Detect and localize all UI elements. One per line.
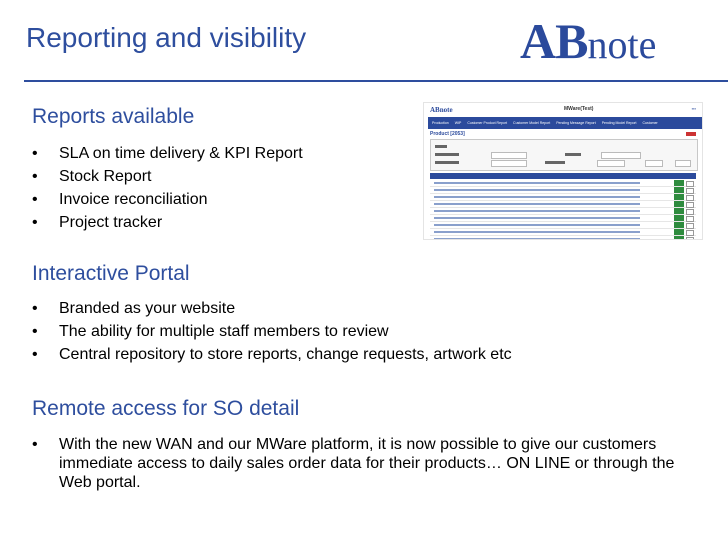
reports-list [32,142,303,234]
list-item: • Central repository to store reports, change requests, artwork etc [32,343,512,366]
screenshot-nav-item: Customer Product Report [467,121,508,125]
table-row [430,229,696,236]
table-row [430,208,696,215]
slide-title: Reporting and visibility [26,22,307,53]
bullet-icon: • [32,323,38,340]
list-item: • Invoice reconciliation [32,188,303,211]
list-item: • Project tracker [32,211,303,234]
screenshot-nav-bar [428,117,703,129]
screenshot-section-title: Product [2053] [430,131,465,137]
screenshot-close-icon [686,132,696,136]
abnote-logo [520,13,657,69]
bullet-icon: • [32,145,38,162]
screenshot-search-panel [430,139,698,171]
logo-note-text: note [587,22,657,67]
portal-list [32,297,512,366]
screenshot-nav-item: Pending Model Report [601,121,637,125]
title-divider [24,80,728,82]
list-item: • Stock Report [32,165,303,188]
screenshot-nav-item: Production [432,121,449,125]
table-row [430,194,696,201]
bullet-icon: • [32,300,38,317]
screenshot-user-link: ▪▪▪ [691,106,696,111]
section-heading-reports: Reports available [32,105,195,128]
list-item: • SLA on time delivery & KPI Report [32,142,303,165]
section-heading-portal: Interactive Portal [32,262,190,285]
bullet-icon: • [32,214,38,231]
list-item: • Branded as your website [32,297,512,320]
bullet-icon: • [32,168,38,185]
screenshot-table-rows [430,180,696,240]
bullet-icon: • [32,346,38,363]
section-heading-remote: Remote access for SO detail [32,397,300,420]
logo-ab-text: AB [520,13,588,69]
table-row [430,180,696,187]
remote-list [32,435,699,492]
screenshot-nav-item: WIP [454,121,462,125]
table-row [430,201,696,208]
portal-screenshot [423,102,703,240]
screenshot-nav-item: Customer Model Report [513,121,551,125]
list-item: • The ability for multiple staff members to review [32,320,512,343]
bullet-icon: • [32,436,38,453]
screenshot-table-header [430,173,696,179]
table-row [430,236,696,240]
bullet-icon: • [32,191,38,208]
table-row [430,222,696,229]
screenshot-nav-item: Customer [642,121,658,125]
table-row [430,187,696,194]
screenshot-nav-item: Pending Message Report [556,121,596,125]
screenshot-app-title: MWare(Test) [564,106,594,112]
table-row [430,215,696,222]
list-item: • With the new WAN and our MWare platform, it is now possible to give our customers immediate access to daily sales order data for their products… ON LINE or through the Web portal. [32,436,675,491]
screenshot-logo: ABnote [430,106,453,114]
